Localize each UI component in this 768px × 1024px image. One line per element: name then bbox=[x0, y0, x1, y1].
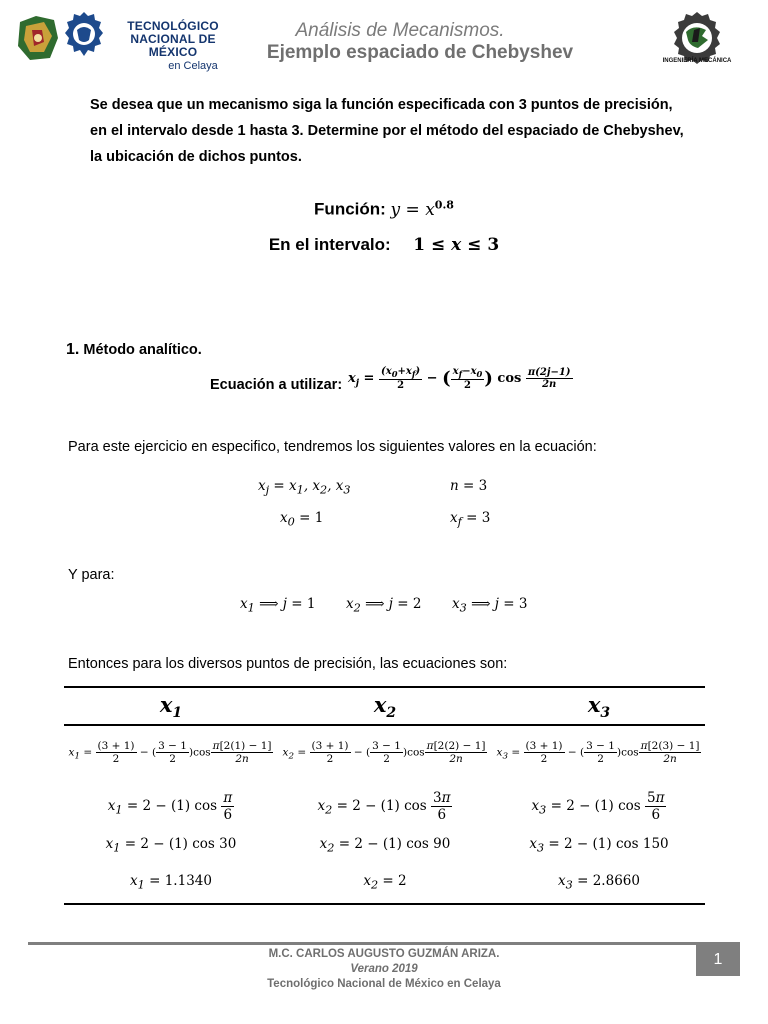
chebyshev-equation: $x_j$ = $\frac{(x_0+x_f)}{2}$ − ( $\frac{x_f-x_0}{2}$ ) cos $\frac{\pi(2j-1)}{2n}$ bbox=[348, 366, 571, 391]
statement-line1: Se desea que un mecanismo siga la función especificada con 3 puntos de precisión, bbox=[90, 97, 673, 113]
equation-label: Ecuación a utilizar: bbox=[210, 377, 343, 393]
statement-line3: la ubicación de dichos puntos. bbox=[90, 149, 302, 165]
x3-substitution: $x_3$ = $\frac{(3 + 1)}{2}$ − ( $\frac{3 - 1}{2}$ )cos $\frac{\pi[2(3) - 1]}{2n}$ bbox=[496, 740, 700, 765]
j2-number: 2 bbox=[412, 596, 422, 612]
x2-result-value: 2 bbox=[398, 873, 407, 889]
xf-value: $x_f = 3$ bbox=[450, 510, 491, 529]
problem-statement bbox=[90, 92, 720, 170]
table-header-rule bbox=[64, 724, 705, 726]
x1-result: $x_1 = 1.1340$ bbox=[130, 873, 212, 892]
sep-logo bbox=[14, 12, 62, 64]
section-number: 1. bbox=[66, 341, 80, 358]
x3-simplified: $x_3 = 2 - (1)$ cos $\frac{5\pi}{6}$ bbox=[531, 790, 665, 823]
x1-angle: 30 bbox=[219, 836, 237, 852]
x3-result: $x_3 = 2.8660$ bbox=[558, 873, 640, 892]
footer-season: Verano 2019 bbox=[350, 963, 418, 975]
section-title: Método analítico. bbox=[83, 342, 202, 358]
x1-simplified: $x_1 = 2 - (1)$ cos $\frac{\pi}{6}$ bbox=[107, 790, 233, 823]
table-header-x3: $x_3$ bbox=[587, 692, 611, 722]
x2-angle: 90 bbox=[433, 836, 451, 852]
x2-degrees: $x_2 = 2 - (1)$ cos 90 bbox=[319, 836, 451, 855]
topic-title: Ejemplo espaciado de Chebyshev bbox=[266, 42, 574, 63]
values-paragraph: Para este ejercicio en especifico, tendremos los siguientes valores en la ecuación: bbox=[68, 439, 597, 455]
x0-number: 1 bbox=[314, 510, 324, 526]
x1-result-value: 1.1340 bbox=[164, 873, 212, 889]
x3-result-value: 2.8660 bbox=[592, 873, 640, 889]
x3-angle: 150 bbox=[642, 836, 669, 852]
mechanical-engineering-label: INGENIERÍA MECÁNICA bbox=[662, 58, 732, 64]
x2-substitution: $x_2$ = $\frac{(3 + 1)}{2}$ − ( $\frac{3 - 1}{2}$ )cos $\frac{\pi[2(2) - 1]}{2n}$ bbox=[282, 740, 486, 765]
statement-line2: en el intervalo desde 1 hasta 3. Determine por el método del espaciado de Chebyshev, bbox=[90, 123, 684, 139]
x1-substitution: $x_1$ = $\frac{(3 + 1)}{2}$ − ( $\frac{3 - 1}{2}$ )cos $\frac{\pi[2(1) - 1]}{2n}$ bbox=[68, 740, 272, 765]
x1-degrees: $x_1 = 2 - (1)$ cos 30 bbox=[105, 836, 237, 855]
tecnm-logo bbox=[64, 10, 104, 60]
institution-line1: TECNOLÓGICO bbox=[127, 19, 219, 33]
interval-line bbox=[0, 235, 768, 255]
x2-simplified: $x_2 = 2 - (1)$ cos $\frac{3\pi}{6}$ bbox=[317, 790, 451, 823]
j1-mapping: $x_1$ ⟹ j = 1 bbox=[240, 596, 316, 615]
y-para-label: Y para: bbox=[68, 567, 115, 583]
j1-number: 1 bbox=[306, 596, 316, 612]
function-formula: $y = x^{0.8}$ bbox=[390, 198, 454, 220]
interval-formula: 1 ≤ x ≤ 3 bbox=[413, 235, 500, 255]
course-title: Análisis de Mecanismos. bbox=[295, 20, 505, 41]
institution-name bbox=[108, 20, 238, 72]
xj-definition: $x_j = x_1$, $x_2$, $x_3$ bbox=[258, 478, 351, 497]
interval-label: En el intervalo: bbox=[268, 235, 391, 254]
institution-line3: en Celaya bbox=[168, 59, 218, 72]
j3-number: 3 bbox=[518, 596, 528, 612]
table-header-x1: $x_1$ bbox=[159, 692, 183, 722]
institution-line2: NACIONAL DE MÉXICO bbox=[130, 32, 216, 60]
mechanical-engineering-logo bbox=[664, 8, 730, 74]
page-number: 1 bbox=[696, 944, 740, 976]
section-heading bbox=[66, 341, 202, 359]
footer-rule bbox=[28, 942, 740, 945]
xf-number: 3 bbox=[481, 510, 491, 526]
footer-institution: Tecnológico Nacional de México en Celaya bbox=[267, 978, 501, 990]
n-value: n = 3 bbox=[450, 478, 488, 494]
n-number: 3 bbox=[478, 478, 488, 494]
footer-author: M.C. CARLOS AUGUSTO GUZMÁN ARIZA. bbox=[268, 948, 500, 960]
x0-value: $x_0 = 1$ bbox=[280, 510, 324, 529]
table-header-x2: $x_2$ bbox=[373, 692, 397, 722]
function-line bbox=[0, 198, 768, 220]
function-label: Función: bbox=[314, 199, 386, 219]
x2-result: $x_2 = 2$ bbox=[363, 873, 407, 892]
j2-mapping: $x_2$ ⟹ j = 2 bbox=[346, 596, 422, 615]
equations-paragraph: Entonces para los diversos puntos de precisión, las ecuaciones son: bbox=[68, 656, 508, 672]
j3-mapping: $x_3$ ⟹ j = 3 bbox=[452, 596, 528, 615]
x3-degrees: $x_3 = 2 - (1)$ cos 150 bbox=[529, 836, 669, 855]
